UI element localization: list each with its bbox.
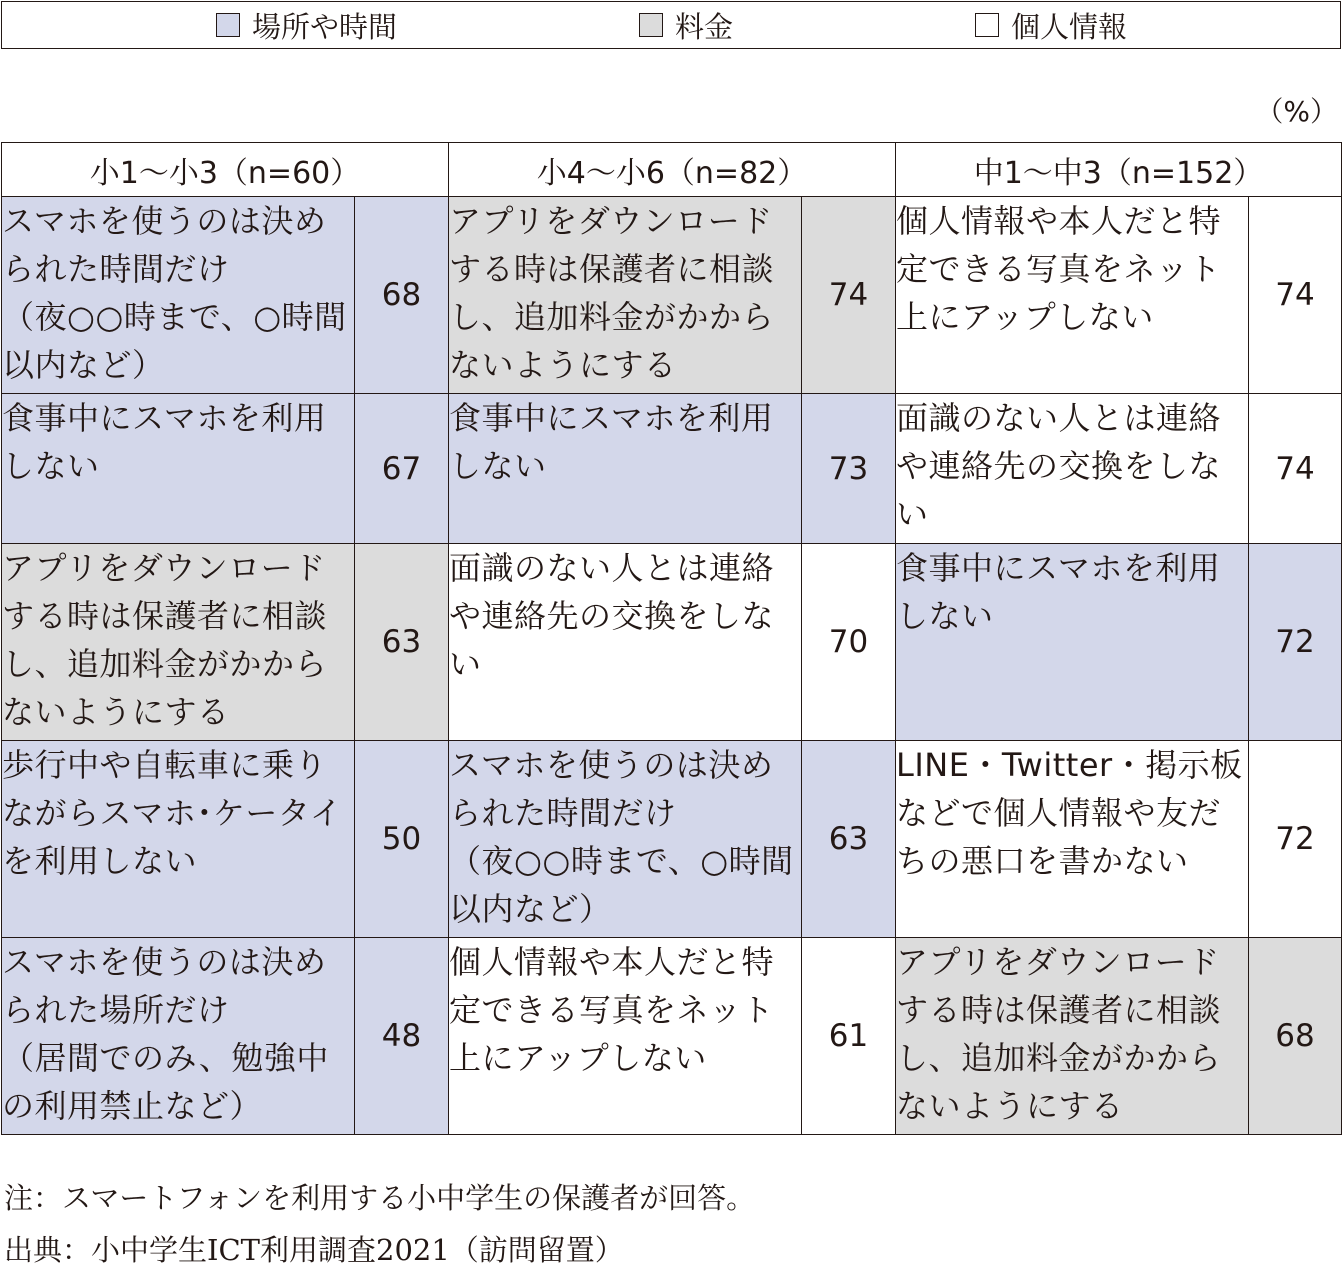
rule-value-cell: 61	[802, 938, 896, 1135]
table-row	[2, 741, 1342, 938]
legend-swatch-time-place	[216, 13, 240, 37]
group-header-elementary-upper: 小4～小6（n=82）	[449, 143, 896, 197]
legend	[1, 1, 1341, 49]
table-row	[2, 544, 1342, 741]
rule-text-cell: スマホを使うのは決められた場所だけ （居間でのみ、勉強中の利用禁止など）	[2, 938, 355, 1135]
table-row	[2, 938, 1342, 1135]
rule-value-cell: 74	[802, 197, 896, 394]
rule-value-cell: 63	[355, 544, 449, 741]
rules-table	[1, 142, 1342, 1135]
rule-text-cell: 歩行中や自転車に乗りながらスマホ･ケータイを利用しない	[2, 741, 355, 938]
group-header-row	[2, 143, 1342, 197]
note-text: 注：スマートフォンを利用する小中学生の保護者が回答。	[4, 1181, 756, 1215]
legend-swatch-fee	[639, 13, 663, 37]
rule-value-cell: 50	[355, 741, 449, 938]
rule-value-cell: 74	[1249, 197, 1342, 394]
rule-text-cell: アプリをダウンロードする時は保護者に相談し、追加料金がかからないようにする	[2, 544, 355, 741]
source-text: 出典：小中学生ICT利用調査2021（訪問留置）	[4, 1233, 624, 1267]
notes	[4, 1172, 755, 1276]
rule-text-cell: 個人情報や本人だと特定できる写真をネット上にアップしない	[449, 938, 802, 1135]
rule-text-cell: 食事中にスマホを利用しない	[2, 394, 355, 544]
rule-value-cell: 72	[1249, 544, 1342, 741]
rule-value-cell: 72	[1249, 741, 1342, 938]
rule-text-cell: スマホを使うのは決められた時間だけ （夜○○時まで、○時間以内など）	[2, 197, 355, 394]
rule-text-cell: LINE・Twitter・掲示板などで個人情報や友だちの悪口を書かない	[896, 741, 1249, 938]
group-header-elementary-lower: 小1～小3（n=60）	[2, 143, 449, 197]
rule-text-cell: 食事中にスマホを利用しない	[896, 544, 1249, 741]
rule-value-cell: 68	[1249, 938, 1342, 1135]
rule-value-cell: 48	[355, 938, 449, 1135]
rule-value-cell: 68	[355, 197, 449, 394]
rule-value-cell: 63	[802, 741, 896, 938]
unit-label: （%）	[1255, 95, 1338, 128]
rule-text-cell: 食事中にスマホを利用しない	[449, 394, 802, 544]
table-row	[2, 197, 1342, 394]
rule-text-cell: 個人情報や本人だと特定できる写真をネット上にアップしない	[896, 197, 1249, 394]
rule-text-cell: スマホを使うのは決められた時間だけ （夜○○時まで、○時間以内など）	[449, 741, 802, 938]
rule-text-cell: アプリをダウンロードする時は保護者に相談し、追加料金がかからないようにする	[449, 197, 802, 394]
legend-swatch-personal-info	[975, 13, 999, 37]
legend-item-fee	[639, 2, 733, 48]
rule-text-cell: アプリをダウンロードする時は保護者に相談し、追加料金がかからないようにする	[896, 938, 1249, 1135]
legend-item-personal-info	[975, 2, 1127, 48]
rule-value-cell: 73	[802, 394, 896, 544]
legend-label-time-place: 場所や時間	[252, 9, 398, 44]
legend-item-time-place	[216, 2, 397, 48]
rule-text-cell: 面識のない人とは連絡や連絡先の交換をしない	[449, 544, 802, 741]
legend-label-personal-info: 個人情報	[1011, 9, 1128, 44]
rule-value-cell: 74	[1249, 394, 1342, 544]
legend-label-fee: 料金	[675, 9, 734, 44]
group-header-junior-high: 中1～中3（n=152）	[896, 143, 1342, 197]
rule-value-cell: 70	[802, 544, 896, 741]
rule-text-cell: 面識のない人とは連絡や連絡先の交換をしない	[896, 394, 1249, 544]
rule-value-cell: 67	[355, 394, 449, 544]
table-row	[2, 394, 1342, 544]
